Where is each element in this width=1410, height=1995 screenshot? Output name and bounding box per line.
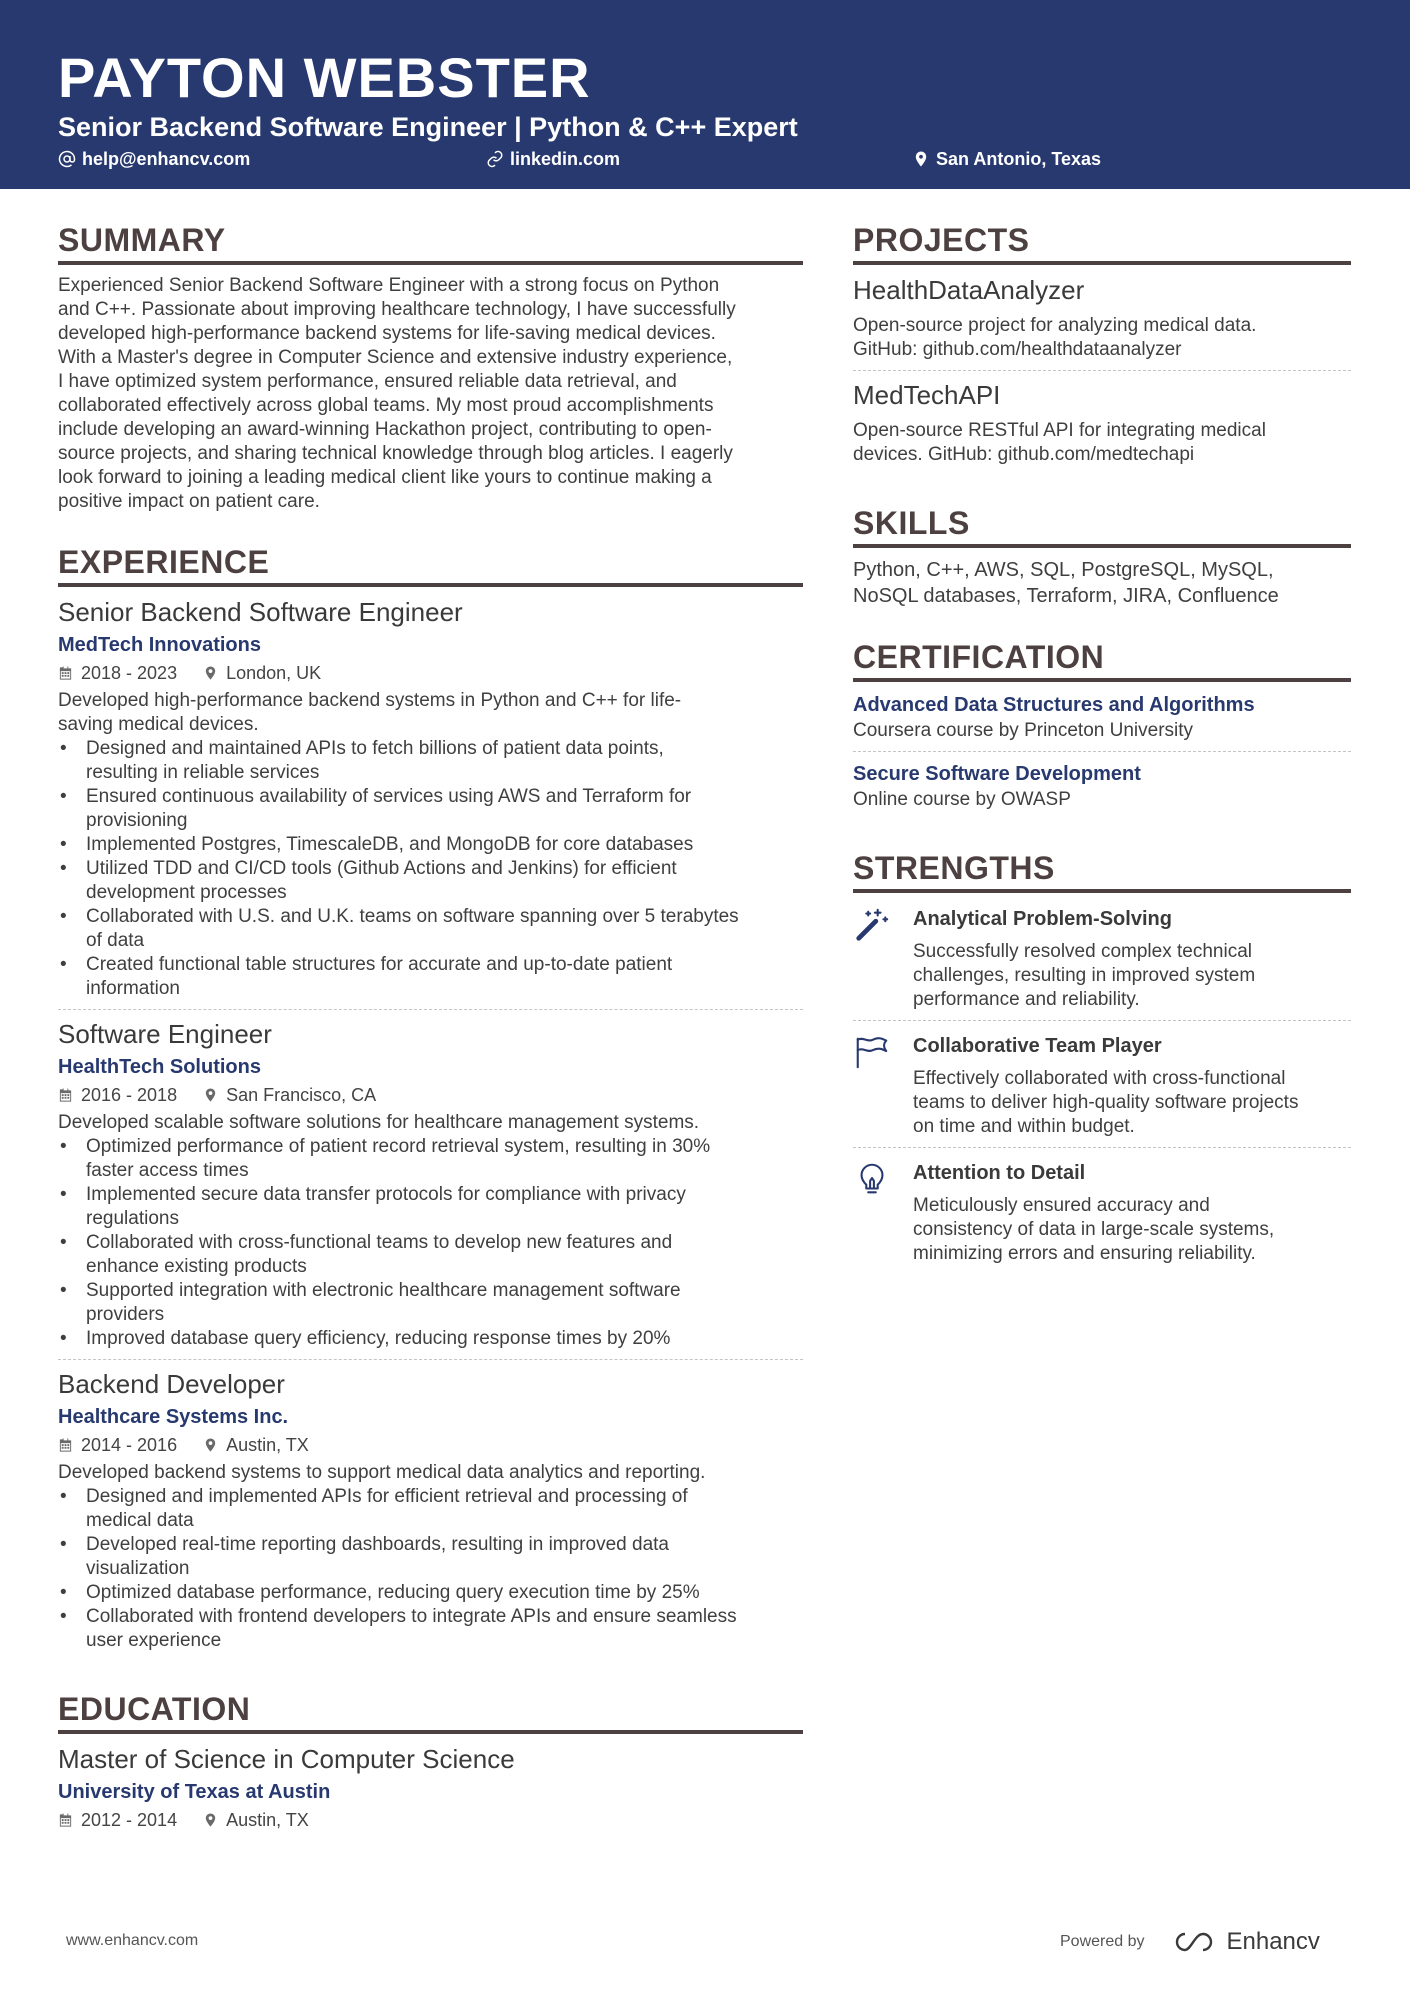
job-entry: [58, 1368, 803, 1661]
job-meta: [58, 660, 803, 686]
summary-line: source projects, and sharing technical knowledge through blog articles. I eagerly: [58, 443, 733, 464]
right-column: [853, 220, 1351, 1302]
dates-text: 2018 - 2023: [81, 663, 178, 683]
bullet-item: • Developed real-time reporting dashboards, resulting in improved data visualization: [58, 1533, 803, 1581]
job-bullets: [58, 1135, 803, 1351]
calendar-icon: [58, 1437, 73, 1453]
job-meta: [58, 1432, 803, 1458]
summary-line: look forward to joining a leading medical client like yours to continue making a: [58, 467, 712, 488]
summary-heading: SUMMARY: [58, 220, 803, 265]
calendar-icon: [58, 1087, 73, 1103]
bullet-item: • Implemented Postgres, TimescaleDB, and MongoDB for core databases: [58, 833, 803, 857]
certification-desc: Online course by OWASP: [853, 789, 1071, 810]
experience-section: [58, 542, 803, 1661]
school-name: University of Texas at Austin: [58, 1781, 331, 1803]
map-pin-icon: [203, 1437, 218, 1453]
summary-section: [58, 220, 803, 514]
summary-line: include developing an award-winning Hackathon project, contributing to open-: [58, 419, 712, 440]
enhancv-logo-icon: [1171, 1930, 1219, 1954]
job-description: [58, 1111, 803, 1135]
bullet-item: • Supported integration with electronic healthcare management software providers: [58, 1279, 803, 1327]
email-text: help@enhancv.com: [82, 149, 251, 169]
strength-desc: Meticulously ensured accuracy and consistency of data in large-scale systems, minimizing errors and ensuring reliability.: [913, 1195, 1275, 1264]
footer-website[interactable]: www.enhancv.com: [66, 1932, 199, 1949]
enhancv-logo[interactable]: [1171, 1928, 1320, 1956]
education-heading: EDUCATION: [58, 1689, 803, 1734]
certification-title: Secure Software Development: [853, 763, 1141, 785]
strength-desc: Successfully resolved complex technical challenges, resulting in improved system performance and reliability.: [913, 941, 1256, 1010]
powered-by-text: Powered by: [1060, 1933, 1145, 1950]
location-text: San Francisco, CA: [226, 1085, 377, 1105]
at-icon: [58, 150, 76, 168]
calendar-icon: [58, 665, 73, 681]
education-meta: [58, 1807, 803, 1833]
flag-icon: [853, 1033, 891, 1071]
strength-entry: [853, 1156, 1351, 1274]
strengths-section: [853, 848, 1351, 1274]
summary-line: With a Master's degree in Computer Science and extensive industry experience,: [58, 347, 733, 368]
strength-title: Analytical Problem-Solving: [913, 908, 1172, 930]
summary-line: Experienced Senior Backend Software Engineer with a strong focus on Python: [58, 275, 720, 296]
bullet-item: • Utilized TDD and CI/CD tools (Github Actions and Jenkins) for efficient development processes: [58, 857, 803, 905]
footer-branding: [1060, 1928, 1320, 1956]
skills-section: [853, 503, 1351, 609]
job-location: [203, 660, 321, 686]
bullet-item: • Ensured continuous availability of services using AWS and Terraform for provisioning: [58, 785, 803, 833]
education-location: [203, 1807, 309, 1833]
certification-desc: Coursera course by Princeton University: [853, 720, 1194, 741]
job-description: [58, 689, 803, 737]
education-section: [58, 1689, 803, 1833]
email-contact[interactable]: [58, 147, 250, 171]
certification-heading: CERTIFICATION: [853, 637, 1351, 682]
bullet-item: • Collaborated with U.S. and U.K. teams on software spanning over 5 terabytes of data: [58, 905, 803, 953]
job-title: Backend Developer: [58, 1369, 285, 1399]
strength-desc: Effectively collaborated with cross-functional teams to deliver high-quality software projects on time and within budget.: [913, 1068, 1299, 1137]
experience-heading: EXPERIENCE: [58, 542, 803, 587]
summary-line: positive impact on patient care.: [58, 491, 320, 512]
project-desc: Open-source project for analyzing medical data. GitHub: github.com/healthdataanalyzer: [853, 315, 1257, 360]
desc-line: saving medical devices.: [58, 714, 259, 735]
magic-wand-icon: [853, 906, 891, 944]
project-title: MedTechAPI: [853, 380, 1001, 410]
job-description: [58, 1461, 803, 1485]
strength-entry: [853, 902, 1351, 1021]
company-name: MedTech Innovations: [58, 634, 261, 656]
calendar-icon: [58, 1812, 73, 1828]
strength-title: Attention to Detail: [913, 1162, 1086, 1184]
bullet-item: • Designed and maintained APIs to fetch billions of patient data points, resulting in reliable services: [58, 737, 803, 785]
projects-section: [853, 220, 1351, 475]
job-location: [203, 1432, 309, 1458]
location-text: Austin, TX: [226, 1810, 309, 1830]
bullet-item: • Optimized database performance, reducing query execution time by 25%: [58, 1581, 803, 1605]
project-entry: [853, 379, 1351, 475]
left-column: [58, 220, 803, 1861]
certification-title: Advanced Data Structures and Algorithms: [853, 694, 1255, 716]
desc-line: Developed scalable software solutions for healthcare management systems.: [58, 1112, 700, 1133]
bullet-item: • Created functional table structures for accurate and up-to-date patient information: [58, 953, 803, 1001]
certification-entry: [853, 760, 1351, 820]
skills-list: Python, C++, AWS, SQL, PostgreSQL, MySQL, NoSQL databases, Terraform, JIRA, Confluence: [853, 559, 1279, 607]
project-entry: [853, 274, 1351, 371]
linkedin-contact[interactable]: [486, 147, 620, 171]
strength-entry: [853, 1029, 1351, 1148]
bullet-item: • Implemented secure data transfer protocols for compliance with privacy regulations: [58, 1183, 803, 1231]
job-bullets: [58, 737, 803, 1001]
map-pin-icon: [203, 1812, 218, 1828]
bullet-item: • Improved database query efficiency, reducing response times by 20%: [58, 1327, 803, 1351]
candidate-title: Senior Backend Software Engineer | Python & C++ Expert: [58, 112, 798, 142]
project-desc: Open-source RESTful API for integrating medical devices. GitHub: github.com/medtechapi: [853, 420, 1266, 465]
map-pin-icon: [203, 1087, 218, 1103]
map-pin-icon: [912, 150, 930, 168]
summary-line: I have optimized system performance, ensured reliable data retrieval, and: [58, 371, 677, 392]
strength-title: Collaborative Team Player: [913, 1035, 1162, 1057]
location-text: San Antonio, Texas: [936, 149, 1102, 169]
job-dates: [58, 660, 177, 686]
strengths-heading: STRENGTHS: [853, 848, 1351, 893]
location-text: London, UK: [226, 663, 322, 683]
linkedin-text: linkedin.com: [510, 149, 621, 169]
projects-heading: PROJECTS: [853, 220, 1351, 265]
brand-name: Enhancv: [1226, 1928, 1320, 1955]
bullet-item: • Designed and implemented APIs for efficient retrieval and processing of medical data: [58, 1485, 803, 1533]
job-title: Software Engineer: [58, 1019, 272, 1049]
skills-heading: SKILLS: [853, 503, 1351, 548]
map-pin-icon: [203, 665, 218, 681]
summary-text: [58, 274, 803, 514]
summary-line: collaborated effectively across global teams. My most proud accomplishments: [58, 395, 714, 416]
job-bullets: [58, 1485, 803, 1653]
company-name: HealthTech Solutions: [58, 1056, 261, 1078]
desc-line: Developed backend systems to support medical data analytics and reporting.: [58, 1462, 706, 1483]
certification-section: [853, 637, 1351, 820]
header-banner: [0, 0, 1410, 189]
link-icon: [486, 150, 504, 168]
lightbulb-icon: [853, 1160, 891, 1198]
bullet-item: • Collaborated with cross-functional teams to develop new features and enhance existing products: [58, 1231, 803, 1279]
location-contact: [912, 147, 1101, 171]
project-title: HealthDataAnalyzer: [853, 275, 1085, 305]
job-entry: [58, 596, 803, 1010]
dates-text: 2014 - 2016: [81, 1435, 178, 1455]
certification-entry: [853, 691, 1351, 752]
dates-text: 2012 - 2014: [81, 1810, 178, 1830]
degree-title: Master of Science in Computer Science: [58, 1744, 515, 1774]
job-meta: [58, 1082, 803, 1108]
company-name: Healthcare Systems Inc.: [58, 1406, 289, 1428]
job-dates: [58, 1082, 177, 1108]
candidate-name: PAYTON WEBSTER: [58, 46, 591, 109]
job-entry: [58, 1018, 803, 1360]
location-text: Austin, TX: [226, 1435, 309, 1455]
job-location: [203, 1082, 376, 1108]
bullet-item: • Optimized performance of patient record retrieval system, resulting in 30% faster access times: [58, 1135, 803, 1183]
dates-text: 2016 - 2018: [81, 1085, 178, 1105]
job-dates: [58, 1432, 177, 1458]
job-title: Senior Backend Software Engineer: [58, 597, 463, 627]
summary-line: developed high-performance backend systems for life-saving medical devices.: [58, 323, 716, 344]
summary-line: and C++. Passionate about improving healthcare technology, I have successfully: [58, 299, 736, 320]
education-dates: [58, 1807, 177, 1833]
bullet-item: • Collaborated with frontend developers to integrate APIs and ensure seamless user experience: [58, 1605, 803, 1653]
desc-line: Developed high-performance backend systems in Python and C++ for life-: [58, 690, 682, 711]
